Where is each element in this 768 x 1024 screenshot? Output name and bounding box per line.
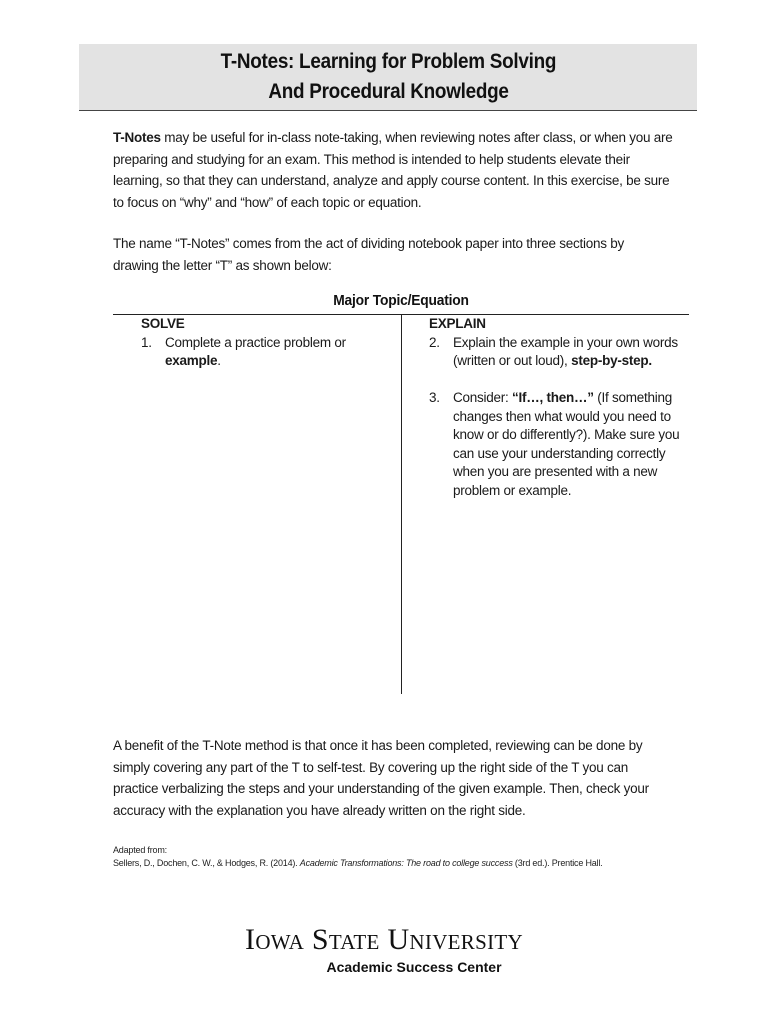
t-chart-title: Major Topic/Equation bbox=[333, 292, 469, 309]
title-banner bbox=[79, 44, 697, 111]
citation-text bbox=[113, 857, 713, 870]
explain-heading: EXPLAIN bbox=[429, 316, 486, 331]
page-title-line-1: T-Notes: Learning for Problem Solving bbox=[220, 50, 556, 73]
citation-label: Adapted from: bbox=[113, 845, 167, 855]
citation-rest: (3rd ed.). Prentice Hall. bbox=[512, 858, 603, 868]
list-item-consider bbox=[429, 389, 689, 500]
item1-bold: example bbox=[165, 353, 218, 368]
item-number: 2. bbox=[429, 334, 440, 350]
item-number: 1. bbox=[141, 334, 152, 350]
item-number: 3. bbox=[429, 390, 440, 405]
intro-paragraph bbox=[113, 127, 673, 213]
center-name: Academic Success Center bbox=[326, 959, 502, 975]
t-chart-vertical-line bbox=[401, 314, 402, 694]
item2-bold: step-by-step. bbox=[571, 353, 652, 368]
item-text bbox=[453, 389, 689, 500]
item3-text: Consider: bbox=[453, 390, 513, 405]
intro-bold-lead: T-Notes bbox=[113, 130, 161, 145]
item1-text: Complete a practice problem or bbox=[165, 334, 346, 350]
university-logo bbox=[0, 922, 768, 975]
item-text bbox=[453, 334, 689, 371]
solve-heading: SOLVE bbox=[141, 316, 185, 331]
t-chart-left-column bbox=[141, 315, 391, 371]
source-citation bbox=[113, 844, 713, 870]
item1-end: . bbox=[217, 353, 221, 368]
benefit-paragraph: A benefit of the T-Note method is that once it has been completed, reviewing can be done by simply covering any part of the T to self-test. By covering up the right side of the T you can practice verbalizing the steps and your understanding of the given example. Then, check your accuracy with the explanation you have already written on the right side. bbox=[113, 738, 649, 818]
item-text bbox=[165, 334, 391, 371]
list-item-explain bbox=[429, 334, 689, 371]
item3-bold: “If…, then…” bbox=[512, 390, 594, 405]
citation-book-title: Academic Transformations: The road to college success bbox=[299, 858, 513, 868]
intro-text: may be useful for in-class note-taking, when reviewing notes after class, or when you are preparing and studying for an exam. This method is intended to help students elevate their learning, so that they can understand, analyze and apply course content. In this exercise, be sure to focus on “why” and “how” of each topic or equation. bbox=[113, 130, 673, 210]
list-item-solve bbox=[141, 334, 391, 371]
item2-text: Explain the example in your own words (written or out loud), bbox=[453, 334, 678, 368]
page-title-line-2: And Procedural Knowledge bbox=[267, 80, 509, 103]
item3-rest: (If something changes then what would you need to know or do differently?). Make sure you can use your understanding correctly when you are presented with a new problem or example. bbox=[453, 390, 680, 498]
name-paragraph: The name “T-Notes” comes from the act of dividing notebook paper into three sections by drawing the letter “T” as shown below: bbox=[113, 236, 625, 273]
t-chart-right-column bbox=[429, 315, 689, 500]
university-name: Iowa State University bbox=[245, 923, 523, 956]
citation-authors: Sellers, D., Dochen, C. W., & Hodges, R. (2014). bbox=[113, 858, 300, 868]
